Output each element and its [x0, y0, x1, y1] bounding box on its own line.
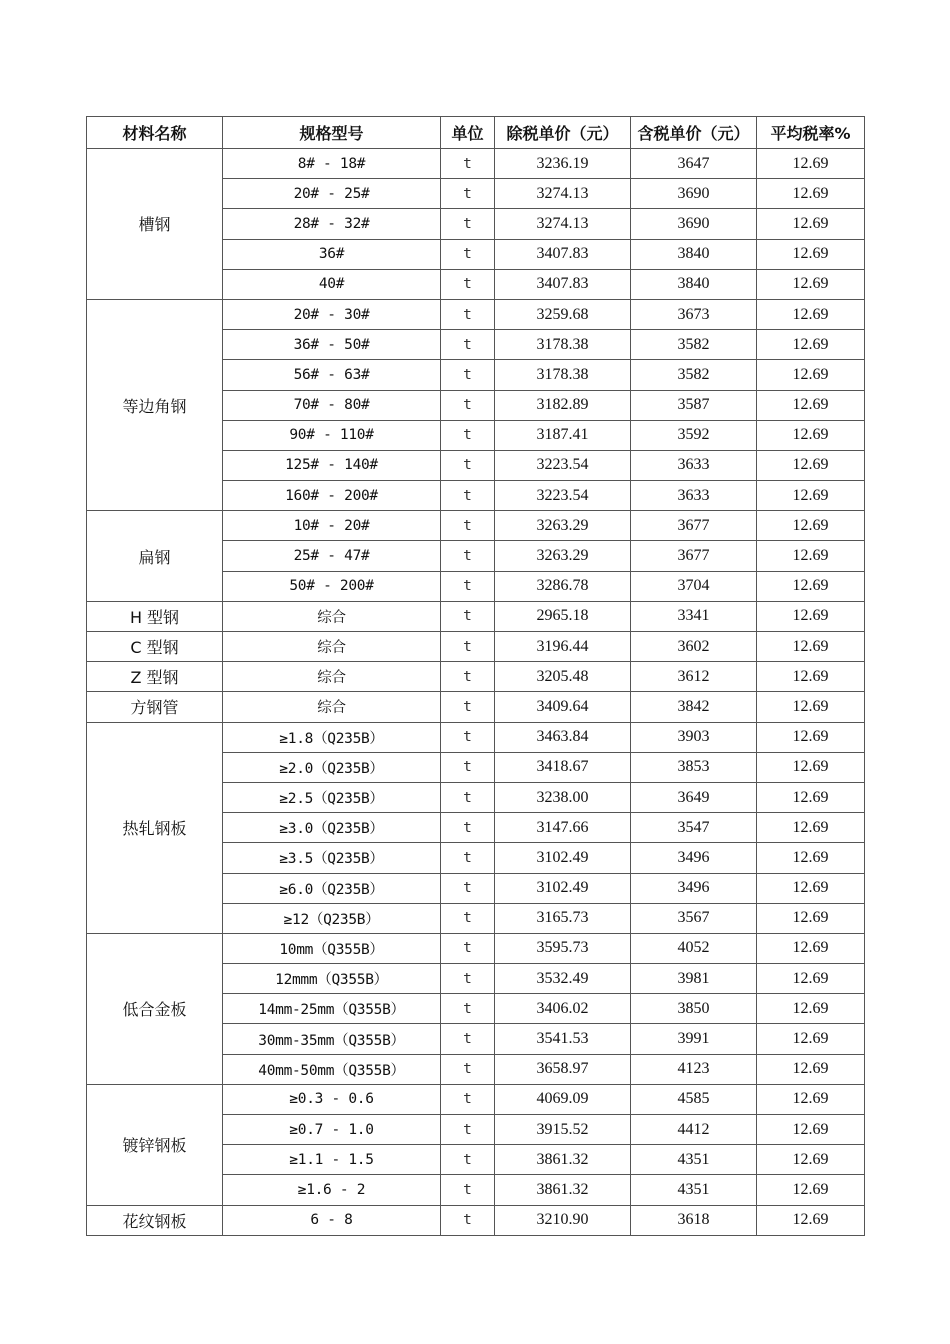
unit-cell: t	[441, 330, 495, 360]
spec-cell: 90# - 110#	[223, 420, 441, 450]
price-inc-tax-cell: 3567	[631, 903, 757, 933]
tax-rate-cell: 12.69	[757, 813, 865, 843]
table-row	[87, 511, 865, 541]
price-ex-tax-cell: 2965.18	[495, 601, 631, 631]
unit-cell: t	[441, 239, 495, 269]
tax-rate-cell: 12.69	[757, 239, 865, 269]
table-body	[87, 149, 865, 1236]
tax-rate-cell: 12.69	[757, 1175, 865, 1205]
price-inc-tax-cell: 3850	[631, 994, 757, 1024]
price-inc-tax-cell: 3981	[631, 964, 757, 994]
price-inc-tax-cell: 3842	[631, 692, 757, 722]
unit-cell: t	[441, 1115, 495, 1145]
spec-cell: ≥1.1 - 1.5	[223, 1145, 441, 1175]
price-inc-tax-cell: 3618	[631, 1205, 757, 1235]
price-ex-tax-cell: 3595.73	[495, 933, 631, 963]
price-inc-tax-cell: 3649	[631, 782, 757, 812]
price-ex-tax-cell: 3532.49	[495, 964, 631, 994]
spec-cell: ≥3.5（Q235B）	[223, 843, 441, 873]
spec-cell: 综合	[223, 632, 441, 662]
spec-cell: ≥6.0（Q235B）	[223, 873, 441, 903]
spec-cell: 40mm-50mm（Q355B）	[223, 1054, 441, 1084]
unit-cell: t	[441, 1175, 495, 1205]
tax-rate-cell: 12.69	[757, 994, 865, 1024]
price-ex-tax-cell: 3541.53	[495, 1024, 631, 1054]
tax-rate-cell: 12.69	[757, 1024, 865, 1054]
price-inc-tax-cell: 3673	[631, 299, 757, 329]
spec-cell: 综合	[223, 692, 441, 722]
material-name-cell: C 型钢	[87, 632, 223, 662]
price-inc-tax-cell: 3496	[631, 873, 757, 903]
price-ex-tax-cell: 3915.52	[495, 1115, 631, 1145]
tax-rate-cell: 12.69	[757, 752, 865, 782]
spec-cell: 10# - 20#	[223, 511, 441, 541]
tax-rate-cell: 12.69	[757, 1054, 865, 1084]
spec-cell: ≥1.8（Q235B）	[223, 722, 441, 752]
material-name-cell: 热轧钢板	[87, 722, 223, 933]
price-ex-tax-cell: 3147.66	[495, 813, 631, 843]
unit-cell: t	[441, 149, 495, 179]
price-inc-tax-cell: 3677	[631, 511, 757, 541]
price-ex-tax-cell: 3263.29	[495, 541, 631, 571]
price-ex-tax-cell: 3238.00	[495, 782, 631, 812]
price-inc-tax-cell: 3633	[631, 481, 757, 511]
price-ex-tax-cell: 3286.78	[495, 571, 631, 601]
table-row	[87, 933, 865, 963]
price-ex-tax-cell: 3178.38	[495, 330, 631, 360]
spec-cell: 25# - 47#	[223, 541, 441, 571]
price-inc-tax-cell: 4585	[631, 1084, 757, 1114]
table-row	[87, 722, 865, 752]
tax-rate-cell: 12.69	[757, 601, 865, 631]
price-ex-tax-cell: 3409.64	[495, 692, 631, 722]
spec-cell: 36# - 50#	[223, 330, 441, 360]
unit-cell: t	[441, 813, 495, 843]
tax-rate-cell: 12.69	[757, 209, 865, 239]
tax-rate-cell: 12.69	[757, 390, 865, 420]
spec-cell: 20# - 30#	[223, 299, 441, 329]
price-ex-tax-cell: 3178.38	[495, 360, 631, 390]
unit-cell: t	[441, 179, 495, 209]
material-name-cell: H 型钢	[87, 601, 223, 631]
document-page	[86, 116, 865, 1236]
unit-cell: t	[441, 873, 495, 903]
spec-cell: 40#	[223, 269, 441, 299]
table-row	[87, 299, 865, 329]
unit-cell: t	[441, 571, 495, 601]
unit-cell: t	[441, 481, 495, 511]
spec-cell: 8# - 18#	[223, 149, 441, 179]
unit-cell: t	[441, 843, 495, 873]
price-inc-tax-cell: 3587	[631, 390, 757, 420]
price-inc-tax-cell: 4412	[631, 1115, 757, 1145]
spec-cell: ≥0.7 - 1.0	[223, 1115, 441, 1145]
table-row	[87, 149, 865, 179]
spec-cell: ≥3.0（Q235B）	[223, 813, 441, 843]
tax-rate-cell: 12.69	[757, 843, 865, 873]
price-inc-tax-cell: 3903	[631, 722, 757, 752]
header-material-name: 材料名称	[87, 117, 223, 149]
price-ex-tax-cell: 3263.29	[495, 511, 631, 541]
price-inc-tax-cell: 3496	[631, 843, 757, 873]
spec-cell: 12mmm（Q355B）	[223, 964, 441, 994]
spec-cell: 36#	[223, 239, 441, 269]
table-header-row	[87, 117, 865, 149]
unit-cell: t	[441, 1145, 495, 1175]
tax-rate-cell: 12.69	[757, 179, 865, 209]
price-ex-tax-cell: 3205.48	[495, 662, 631, 692]
price-ex-tax-cell: 3407.83	[495, 239, 631, 269]
spec-cell: 50# - 200#	[223, 571, 441, 601]
header-price-ex-tax: 除税单价（元）	[495, 117, 631, 149]
spec-cell: 6 - 8	[223, 1205, 441, 1235]
price-ex-tax-cell: 3274.13	[495, 209, 631, 239]
table-row	[87, 601, 865, 631]
tax-rate-cell: 12.69	[757, 571, 865, 601]
table-row	[87, 632, 865, 662]
spec-cell: 综合	[223, 662, 441, 692]
unit-cell: t	[441, 1205, 495, 1235]
tax-rate-cell: 12.69	[757, 722, 865, 752]
price-ex-tax-cell: 3210.90	[495, 1205, 631, 1235]
price-ex-tax-cell: 3196.44	[495, 632, 631, 662]
price-inc-tax-cell: 4351	[631, 1175, 757, 1205]
price-inc-tax-cell: 3612	[631, 662, 757, 692]
price-inc-tax-cell: 3991	[631, 1024, 757, 1054]
price-inc-tax-cell: 3647	[631, 149, 757, 179]
material-name-cell: 扁钢	[87, 511, 223, 602]
tax-rate-cell: 12.69	[757, 149, 865, 179]
unit-cell: t	[441, 1024, 495, 1054]
price-inc-tax-cell: 3704	[631, 571, 757, 601]
tax-rate-cell: 12.69	[757, 964, 865, 994]
tax-rate-cell: 12.69	[757, 662, 865, 692]
tax-rate-cell: 12.69	[757, 1084, 865, 1114]
unit-cell: t	[441, 903, 495, 933]
material-name-cell: 方钢管	[87, 692, 223, 722]
price-inc-tax-cell: 4351	[631, 1145, 757, 1175]
unit-cell: t	[441, 632, 495, 662]
spec-cell: 14mm-25mm（Q355B）	[223, 994, 441, 1024]
material-name-cell: 低合金板	[87, 933, 223, 1084]
unit-cell: t	[441, 752, 495, 782]
unit-cell: t	[441, 782, 495, 812]
tax-rate-cell: 12.69	[757, 450, 865, 480]
price-inc-tax-cell: 3633	[631, 450, 757, 480]
material-name-cell: 花纹钢板	[87, 1205, 223, 1235]
tax-rate-cell: 12.69	[757, 1145, 865, 1175]
price-inc-tax-cell: 3690	[631, 209, 757, 239]
price-ex-tax-cell: 3187.41	[495, 420, 631, 450]
spec-cell: 10mm（Q355B）	[223, 933, 441, 963]
unit-cell: t	[441, 420, 495, 450]
tax-rate-cell: 12.69	[757, 481, 865, 511]
unit-cell: t	[441, 390, 495, 420]
header-tax-rate: 平均税率%	[757, 117, 865, 149]
unit-cell: t	[441, 1084, 495, 1114]
spec-cell: 20# - 25#	[223, 179, 441, 209]
price-ex-tax-cell: 3223.54	[495, 450, 631, 480]
price-inc-tax-cell: 3840	[631, 239, 757, 269]
price-inc-tax-cell: 3547	[631, 813, 757, 843]
tax-rate-cell: 12.69	[757, 873, 865, 903]
tax-rate-cell: 12.69	[757, 360, 865, 390]
price-ex-tax-cell: 3165.73	[495, 903, 631, 933]
table-row	[87, 1205, 865, 1235]
spec-cell: 125# - 140#	[223, 450, 441, 480]
price-inc-tax-cell: 3592	[631, 420, 757, 450]
steel-price-table	[86, 116, 865, 1236]
spec-cell: 56# - 63#	[223, 360, 441, 390]
material-name-cell: 槽钢	[87, 149, 223, 300]
unit-cell: t	[441, 933, 495, 963]
spec-cell: ≥2.5（Q235B）	[223, 782, 441, 812]
price-ex-tax-cell: 3861.32	[495, 1145, 631, 1175]
spec-cell: 综合	[223, 601, 441, 631]
price-ex-tax-cell: 3223.54	[495, 481, 631, 511]
tax-rate-cell: 12.69	[757, 511, 865, 541]
tax-rate-cell: 12.69	[757, 1205, 865, 1235]
tax-rate-cell: 12.69	[757, 903, 865, 933]
unit-cell: t	[441, 209, 495, 239]
spec-cell: 160# - 200#	[223, 481, 441, 511]
price-ex-tax-cell: 3182.89	[495, 390, 631, 420]
price-ex-tax-cell: 3658.97	[495, 1054, 631, 1084]
material-name-cell: 等边角钢	[87, 299, 223, 510]
price-ex-tax-cell: 3407.83	[495, 269, 631, 299]
unit-cell: t	[441, 1054, 495, 1084]
price-ex-tax-cell: 3236.19	[495, 149, 631, 179]
unit-cell: t	[441, 269, 495, 299]
price-ex-tax-cell: 3259.68	[495, 299, 631, 329]
price-ex-tax-cell: 3418.67	[495, 752, 631, 782]
spec-cell: 30mm-35mm（Q355B）	[223, 1024, 441, 1054]
tax-rate-cell: 12.69	[757, 299, 865, 329]
header-spec: 规格型号	[223, 117, 441, 149]
table-row	[87, 662, 865, 692]
price-inc-tax-cell: 3840	[631, 269, 757, 299]
tax-rate-cell: 12.69	[757, 541, 865, 571]
spec-cell: ≥2.0（Q235B）	[223, 752, 441, 782]
price-inc-tax-cell: 3582	[631, 360, 757, 390]
header-price-inc-tax: 含税单价（元）	[631, 117, 757, 149]
unit-cell: t	[441, 360, 495, 390]
price-inc-tax-cell: 3690	[631, 179, 757, 209]
tax-rate-cell: 12.69	[757, 782, 865, 812]
unit-cell: t	[441, 722, 495, 752]
tax-rate-cell: 12.69	[757, 1115, 865, 1145]
spec-cell: ≥1.6 - 2	[223, 1175, 441, 1205]
unit-cell: t	[441, 994, 495, 1024]
price-ex-tax-cell: 4069.09	[495, 1084, 631, 1114]
unit-cell: t	[441, 299, 495, 329]
material-name-cell: Z 型钢	[87, 662, 223, 692]
spec-cell: ≥12（Q235B）	[223, 903, 441, 933]
price-ex-tax-cell: 3861.32	[495, 1175, 631, 1205]
tax-rate-cell: 12.69	[757, 330, 865, 360]
price-inc-tax-cell: 3677	[631, 541, 757, 571]
unit-cell: t	[441, 662, 495, 692]
unit-cell: t	[441, 541, 495, 571]
price-inc-tax-cell: 4052	[631, 933, 757, 963]
spec-cell: ≥0.3 - 0.6	[223, 1084, 441, 1114]
tax-rate-cell: 12.69	[757, 632, 865, 662]
tax-rate-cell: 12.69	[757, 933, 865, 963]
unit-cell: t	[441, 601, 495, 631]
price-ex-tax-cell: 3102.49	[495, 843, 631, 873]
price-ex-tax-cell: 3406.02	[495, 994, 631, 1024]
unit-cell: t	[441, 511, 495, 541]
price-inc-tax-cell: 3582	[631, 330, 757, 360]
price-inc-tax-cell: 4123	[631, 1054, 757, 1084]
price-inc-tax-cell: 3341	[631, 601, 757, 631]
unit-cell: t	[441, 692, 495, 722]
header-unit: 单位	[441, 117, 495, 149]
tax-rate-cell: 12.69	[757, 692, 865, 722]
price-ex-tax-cell: 3463.84	[495, 722, 631, 752]
spec-cell: 28# - 32#	[223, 209, 441, 239]
price-inc-tax-cell: 3853	[631, 752, 757, 782]
spec-cell: 70# - 80#	[223, 390, 441, 420]
tax-rate-cell: 12.69	[757, 420, 865, 450]
unit-cell: t	[441, 450, 495, 480]
table-row	[87, 1084, 865, 1114]
price-ex-tax-cell: 3102.49	[495, 873, 631, 903]
material-name-cell: 镀锌钢板	[87, 1084, 223, 1205]
tax-rate-cell: 12.69	[757, 269, 865, 299]
unit-cell: t	[441, 964, 495, 994]
price-inc-tax-cell: 3602	[631, 632, 757, 662]
table-row	[87, 692, 865, 722]
price-ex-tax-cell: 3274.13	[495, 179, 631, 209]
